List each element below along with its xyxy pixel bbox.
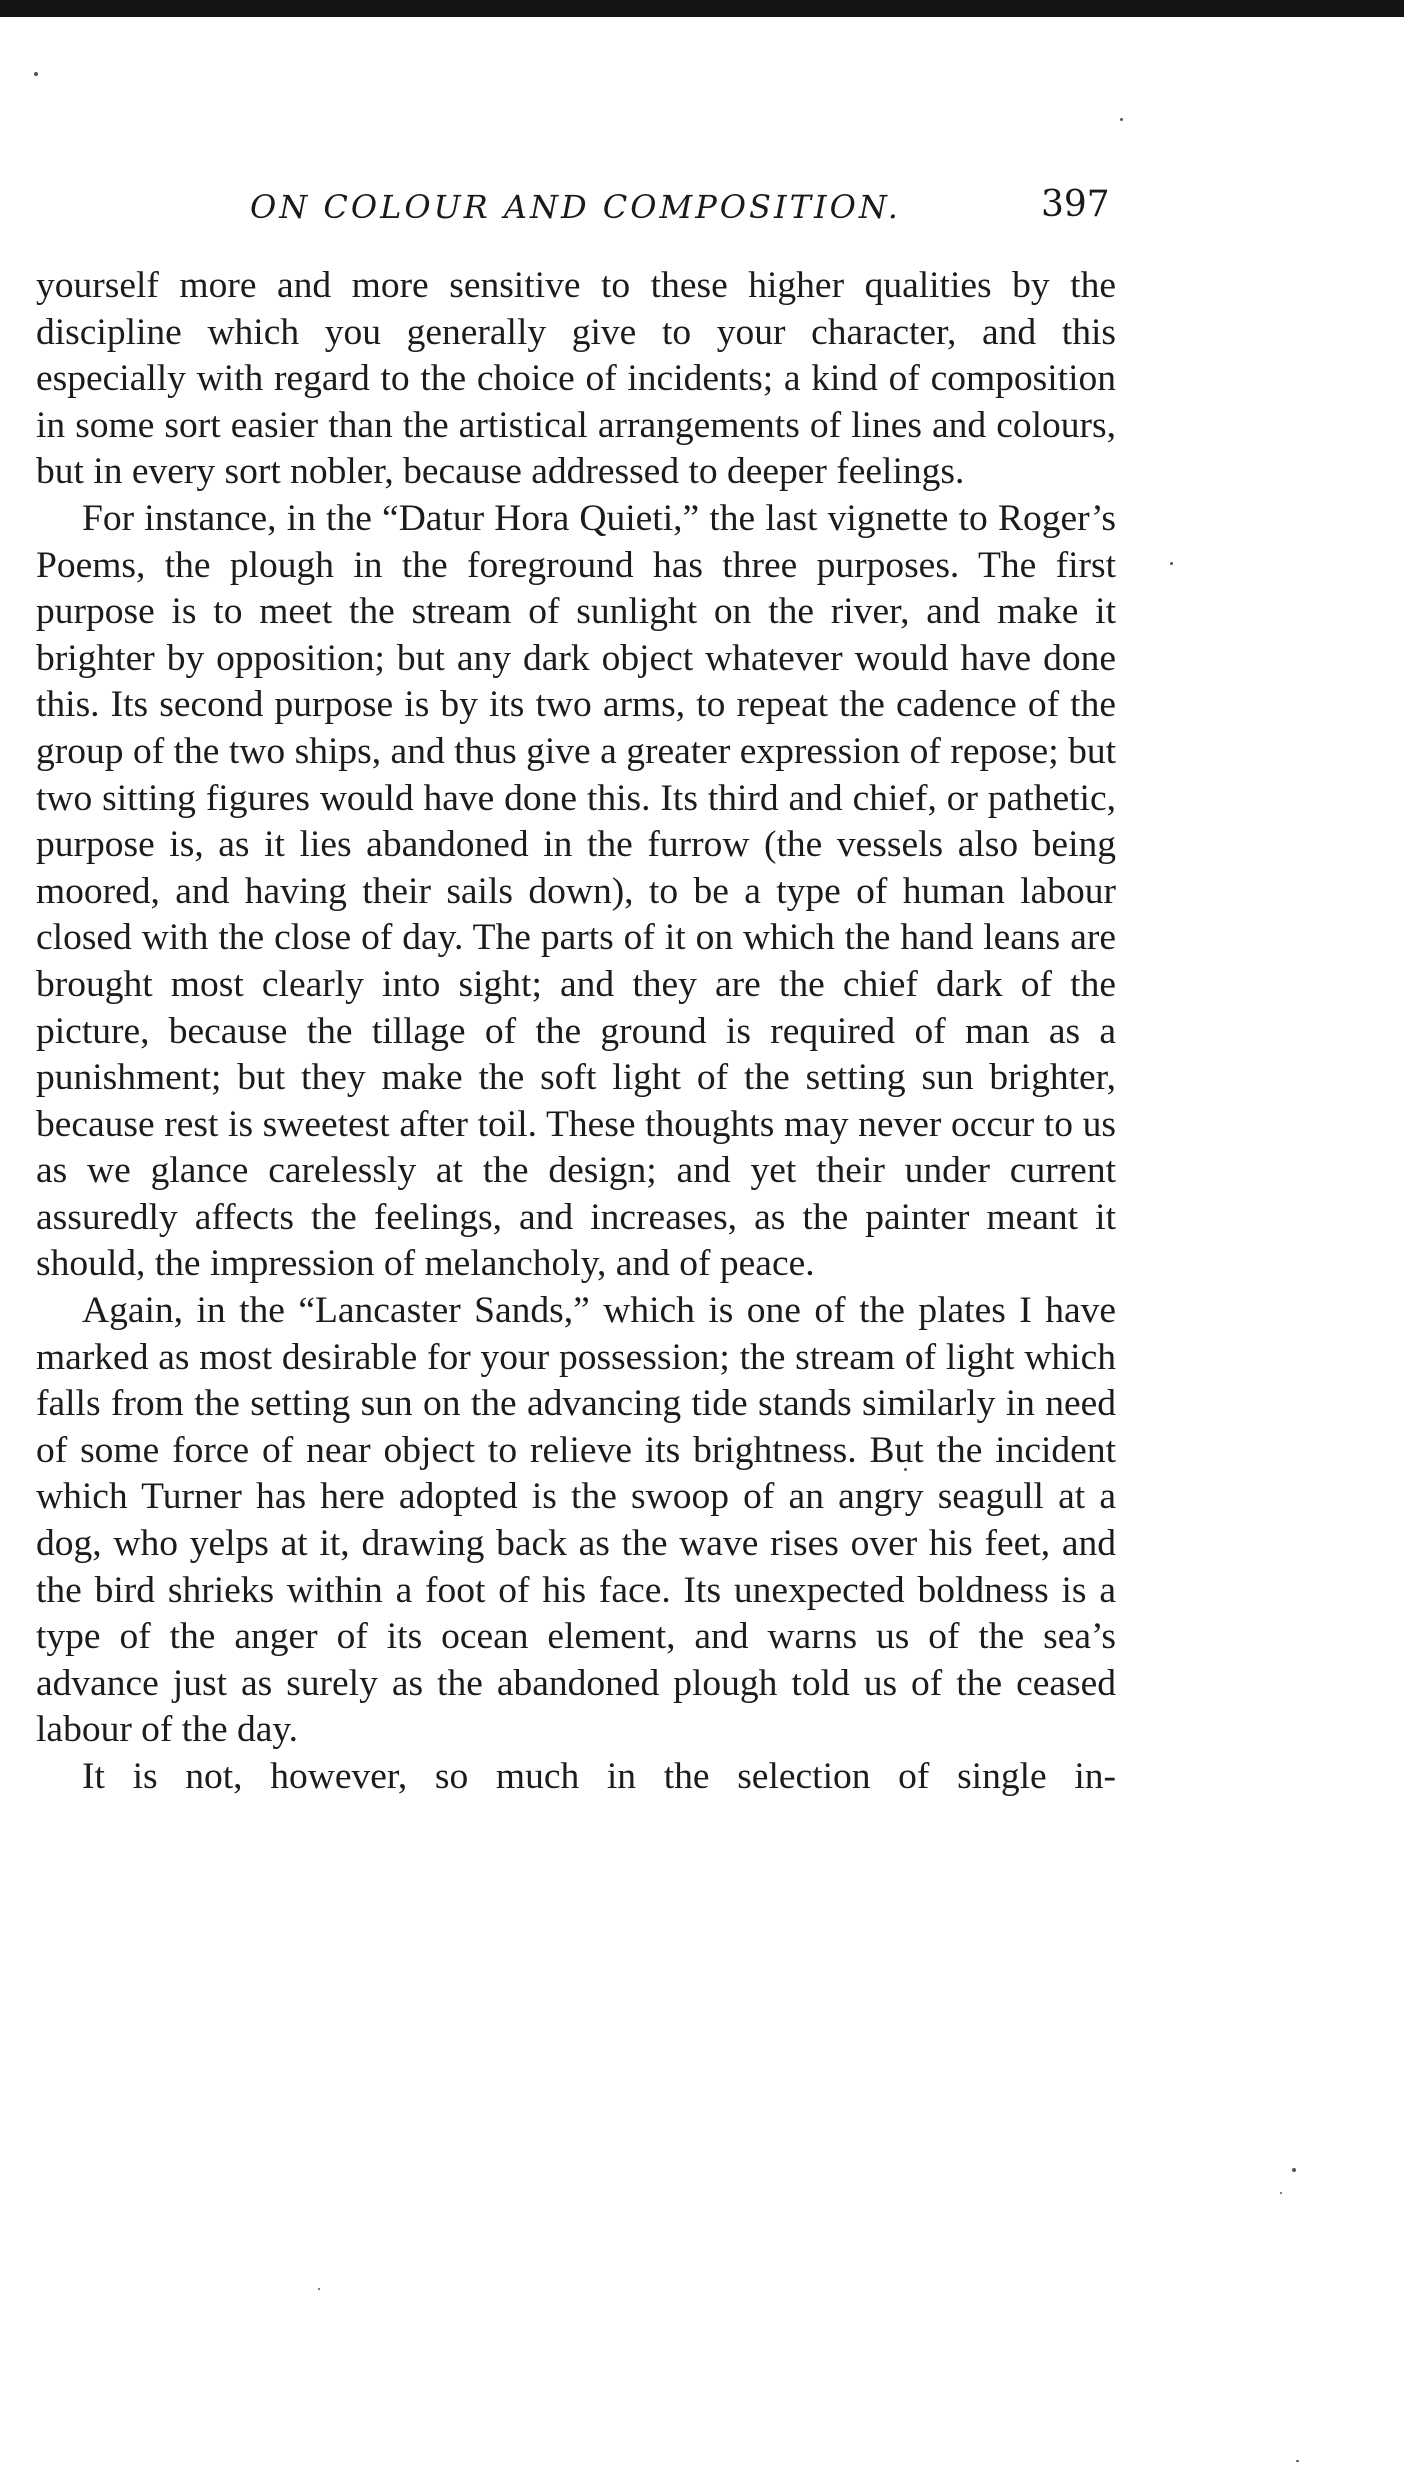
paragraph-continuation: yourself more and more sensitive to these higher qualities by the discipline which you generally give to your character, and this especially with regard to the choice of incidents; a kind of composition in some sort easier than the artistical arrangements of lines and colours, but in every sort nobler, because addressed to deeper feelings. (36, 265, 1116, 493)
print-speck (34, 72, 38, 76)
print-speck (1170, 562, 1173, 565)
print-speck (1296, 2460, 1299, 2462)
print-speck (1292, 2168, 1296, 2172)
page-number: 397 (1041, 184, 1110, 225)
print-speck (318, 2288, 320, 2290)
print-speck (1280, 2192, 1282, 2194)
page-header (0, 180, 1404, 240)
print-speck (1120, 118, 1123, 121)
paragraph-lancaster-sands: Again, in the “Lancaster Sands,” which is one of the plates I have marked as most desirable for your possession; the stream of light which falls from the setting sun on the advancing tide stands similarly in need of some force of near object to relieve its brightness. But the incident which Turner has here adopted is the swoop of an angry seagull at a dog, who yelps at it, drawing back as the wave rises over his feet, and the bird shrieks within a foot of his face. Its unexpected boldness is a type of the anger of its ocean element, and warns us of the sea’s advance just as surely as the abandoned plough told us of the ceased labour of the day. (36, 1290, 1116, 1751)
paragraph-selection-incidents: It is not, however, so much in the selection of single in- (82, 1756, 1116, 1797)
page-body (36, 263, 1116, 1801)
paragraph-datur-hora-quieti: For instance, in the “Datur Hora Quieti,” the last vignette to Roger’s Poems, the plough in the foreground has three purposes. The first purpose is to meet the stream of sunlight on the river, and make it brighter by opposition; but any dark object whatever would have done this. Its second purpose is by its two arms, to repeat the cadence of the group of the two ships, and thus give a greater expression of repose; but two sitting figures would have done this. Its third and chief, or pathetic, purpose is, as it lies abandoned in the furrow (the vessels also being moored, and having their sails down), to be a type of human labour closed with the close of day. The parts of it on which the hand leans are brought most clearly into sight; and they are the chief dark of the picture, because the tillage of the ground is required of man as a punishment; but they make the soft light of the setting sun brighter, because rest is sweetest after toil. These thoughts may never occur to us as we glance carelessly at the design; and yet their under current assuredly affects the feelings, and increases, as the painter meant it should, the impression of melancholy, and of peace. (36, 497, 1116, 1285)
top-edge-shadow (0, 0, 1404, 17)
running-title: ON COLOUR AND COMPOSITION. (250, 188, 901, 226)
